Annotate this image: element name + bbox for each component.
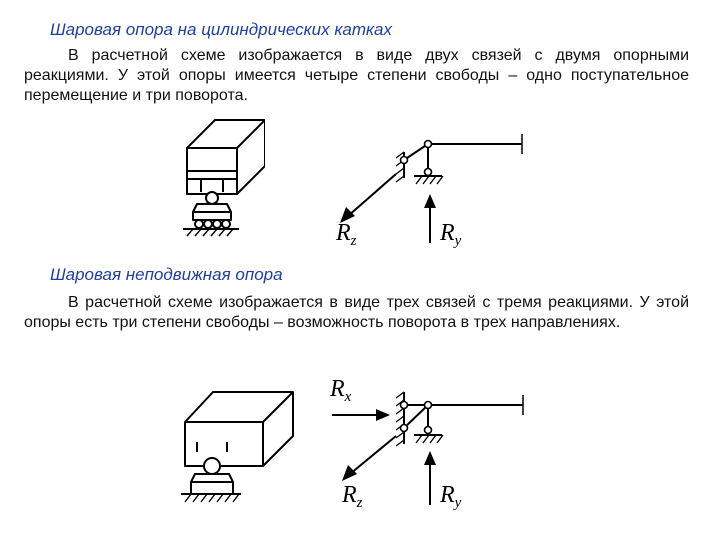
rz-arrow	[348, 174, 396, 216]
label-rx: $R_x$	[330, 376, 352, 405]
label-ry: $R_y$	[440, 220, 462, 249]
section1-title: Шаровая опора на цилиндрических катках	[50, 20, 392, 39]
rz-arrow-head	[342, 465, 357, 481]
ball-roller-support-drawing	[175, 108, 265, 243]
fixed-ball-support-drawing	[175, 380, 300, 515]
scheme-two-constraints	[320, 128, 535, 255]
section1-text: В расчетной схеме изображается в виде двух связей с двумя опорными реакциями. У этой опоры имеется четыре степени свободы – одно поступательное перемещение и три поворота.	[24, 47, 689, 104]
label-rz: $R_z$	[336, 220, 357, 249]
label-ry: $R_y$	[440, 482, 462, 511]
section2-title: Шаровая неподвижная опора	[50, 265, 283, 284]
rx-arrow-head	[376, 409, 390, 421]
rz-arrow	[350, 436, 396, 474]
ry-arrow-head	[424, 194, 436, 208]
ry-arrow-head	[424, 451, 436, 465]
section2-text: В расчетной схеме изображается в виде трех связей с тремя реакциями. У этой опоры есть три степени свободы – возможность поворота в трех направлениях.	[24, 294, 689, 331]
label-rz: $R_z$	[342, 482, 363, 511]
scheme-three-constraints	[320, 370, 535, 520]
